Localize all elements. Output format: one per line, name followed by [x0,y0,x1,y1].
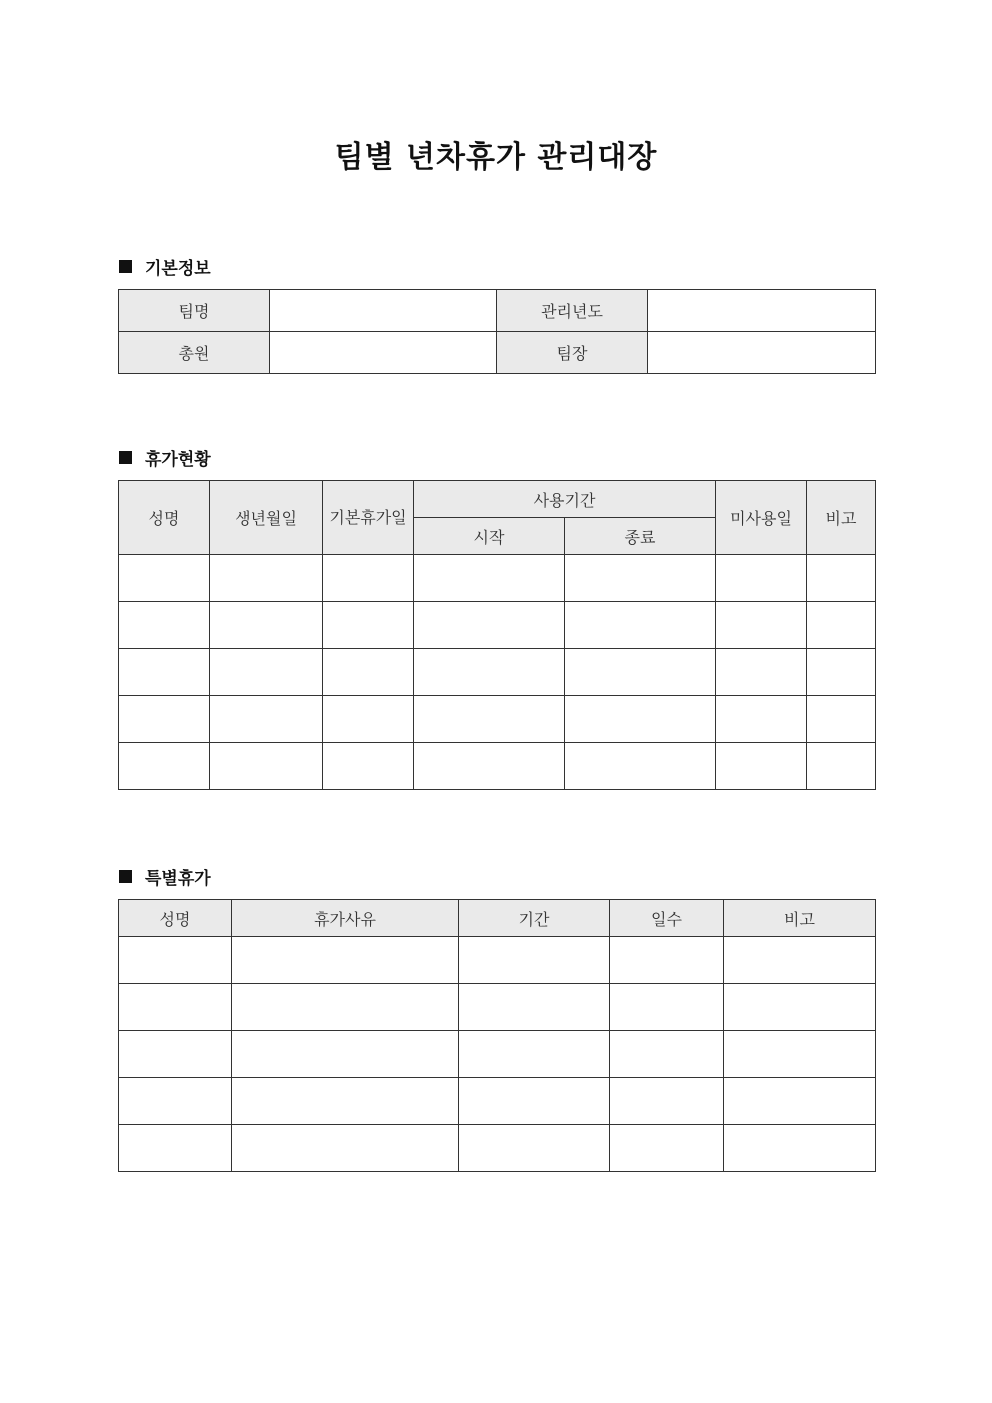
table-header-row [119,481,876,518]
special-leave-table [118,899,876,1172]
col-header-period: 기간 [459,900,610,937]
table-cell[interactable] [210,743,323,790]
col-header-name: 성명 [119,900,232,937]
table-cell[interactable] [232,1031,459,1078]
table-cell[interactable] [459,937,610,984]
table-cell[interactable] [119,555,210,602]
table-cell[interactable] [119,1078,232,1125]
management-year-field[interactable] [648,290,876,332]
section-heading-special [119,864,211,889]
col-header-start: 시작 [414,518,565,555]
table-cell[interactable] [565,696,716,743]
table-cell[interactable] [724,937,876,984]
square-bullet-icon [119,260,132,273]
team-name-label: 팀명 [119,290,270,332]
table-cell[interactable] [716,649,807,696]
basic-info-table [118,289,876,374]
table-cell[interactable] [716,602,807,649]
section-heading-status [119,445,211,470]
table-cell[interactable] [414,649,565,696]
col-header-reason: 휴가사유 [232,900,459,937]
table-cell[interactable] [323,649,414,696]
col-header-days: 일수 [610,900,724,937]
table-cell[interactable] [716,743,807,790]
table-cell[interactable] [807,555,876,602]
table-cell[interactable] [232,1125,459,1172]
table-cell[interactable] [414,602,565,649]
table-cell[interactable] [610,1125,724,1172]
table-cell[interactable] [459,1125,610,1172]
table-cell[interactable] [724,1078,876,1125]
table-cell[interactable] [210,555,323,602]
table-row [119,290,876,332]
leave-status-table [118,480,876,790]
table-row [119,555,876,602]
table-cell[interactable] [610,937,724,984]
table-row [119,649,876,696]
table-row [119,743,876,790]
table-cell[interactable] [414,743,565,790]
team-leader-field[interactable] [648,332,876,374]
table-row [119,332,876,374]
section-heading-status-label: 휴가현황 [145,450,211,470]
table-row [119,1125,876,1172]
headcount-label: 총원 [119,332,270,374]
table-cell[interactable] [232,937,459,984]
table-cell[interactable] [565,743,716,790]
table-cell[interactable] [724,1031,876,1078]
col-header-note: 비고 [724,900,876,937]
team-leader-label: 팀장 [497,332,648,374]
table-cell[interactable] [323,696,414,743]
table-row [119,937,876,984]
table-cell[interactable] [232,984,459,1031]
table-cell[interactable] [724,984,876,1031]
table-cell[interactable] [119,937,232,984]
table-cell[interactable] [459,1031,610,1078]
table-cell[interactable] [414,696,565,743]
page-title: 팀별 년차휴가 관리대장 [334,140,658,175]
table-cell[interactable] [323,555,414,602]
table-cell[interactable] [807,696,876,743]
management-year-label: 관리년도 [497,290,648,332]
table-cell[interactable] [565,602,716,649]
table-cell[interactable] [807,743,876,790]
table-cell[interactable] [323,602,414,649]
table-cell[interactable] [210,649,323,696]
table-cell[interactable] [210,696,323,743]
table-cell[interactable] [610,1031,724,1078]
table-cell[interactable] [232,1078,459,1125]
headcount-field[interactable] [270,332,497,374]
table-cell[interactable] [119,1031,232,1078]
col-header-period: 사용기간 [414,481,716,518]
square-bullet-icon [119,870,132,883]
table-row [119,984,876,1031]
table-cell[interactable] [119,984,232,1031]
square-bullet-icon [119,451,132,464]
table-cell[interactable] [807,649,876,696]
table-cell[interactable] [459,1078,610,1125]
table-cell[interactable] [119,649,210,696]
section-heading-special-label: 특별휴가 [145,869,211,889]
col-header-note: 비고 [807,481,876,555]
special-leave-body [119,937,876,1172]
table-cell[interactable] [323,743,414,790]
table-row [119,602,876,649]
table-cell[interactable] [724,1125,876,1172]
table-cell[interactable] [807,602,876,649]
table-cell[interactable] [610,984,724,1031]
table-cell[interactable] [565,555,716,602]
col-header-end: 종료 [565,518,716,555]
col-header-name: 성명 [119,481,210,555]
table-cell[interactable] [119,602,210,649]
table-cell[interactable] [119,743,210,790]
table-row [119,696,876,743]
col-header-birth: 생년월일 [210,481,323,555]
col-header-base-days: 기본휴가일 [323,481,414,555]
leave-status-body [119,555,876,790]
table-header-row [119,900,876,937]
table-cell[interactable] [716,555,807,602]
table-cell[interactable] [610,1078,724,1125]
table-cell[interactable] [565,649,716,696]
table-cell[interactable] [119,1125,232,1172]
team-name-field[interactable] [270,290,497,332]
section-heading-basic-label: 기본정보 [145,259,211,279]
table-cell[interactable] [119,696,210,743]
table-cell[interactable] [716,696,807,743]
table-row [119,1078,876,1125]
table-row [119,1031,876,1078]
table-cell[interactable] [210,602,323,649]
table-cell[interactable] [459,984,610,1031]
col-header-unused: 미사용일 [716,481,807,555]
section-heading-basic [119,254,211,279]
table-cell[interactable] [414,555,565,602]
